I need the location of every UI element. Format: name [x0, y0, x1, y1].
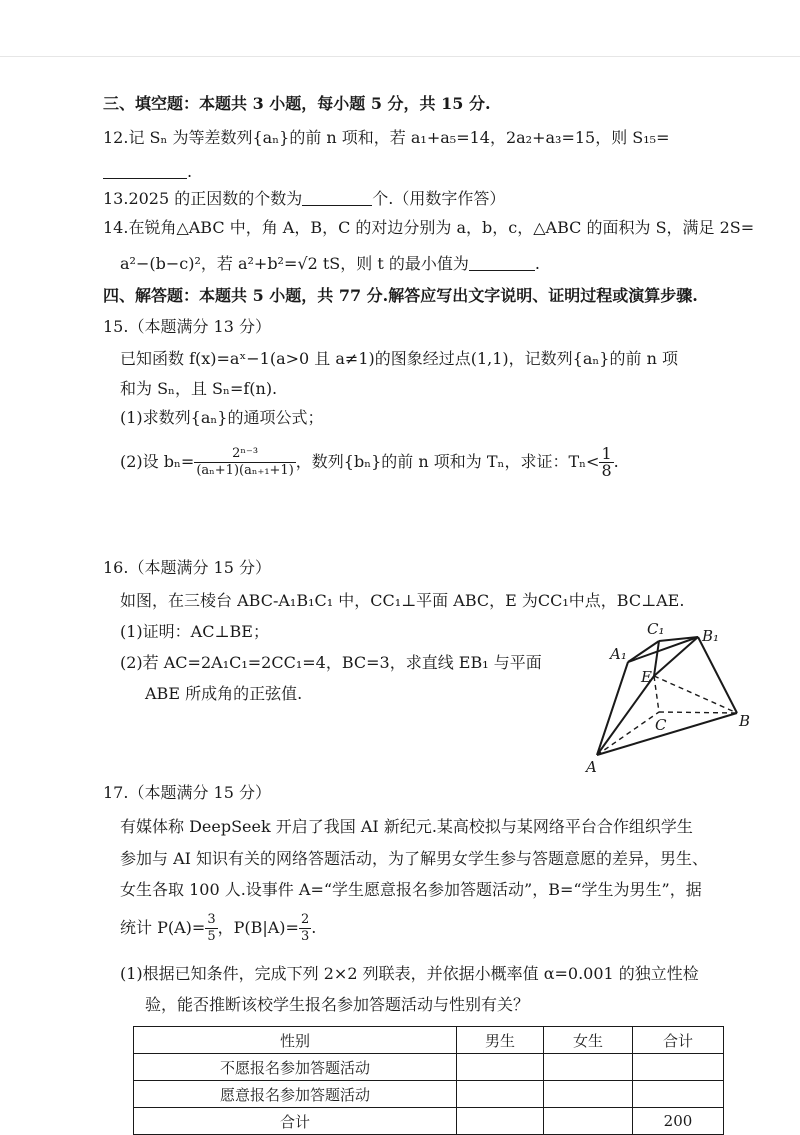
edge-EB-hidden — [654, 676, 737, 713]
table-header-cell: 性别 — [134, 1027, 457, 1054]
edge-AE — [597, 676, 654, 755]
edge-AB — [597, 713, 737, 755]
edge-EB1 — [654, 637, 698, 676]
table-cell — [544, 1054, 633, 1081]
label-A: A — [586, 758, 597, 776]
question-17-stem-1: 有媒体称 DeepSeek 开启了我国 AI 新纪元.某高校拟与某网络平台合作组织学生 — [120, 817, 693, 836]
question-15-stem: 已知函数 f(x)=aˣ−1(a>0 且 a≠1)的图象经过点(1,1)，记数列{aₙ}的前 n 项 — [120, 349, 678, 368]
contingency-table — [133, 1026, 724, 1135]
label-C: C — [655, 716, 667, 734]
p-b-given-a-fraction: $\frac{2}{3}$ — [300, 912, 310, 944]
table-cell — [457, 1108, 544, 1135]
table-header-cell: 合计 — [633, 1027, 724, 1054]
table-row — [134, 1081, 724, 1108]
section-3-heading: 三、填空题：本题共 3 小题，每小题 5 分，共 15 分. — [103, 94, 491, 113]
table-cell — [544, 1108, 633, 1135]
question-17-title: 17.（本题满分 15 分） — [103, 783, 271, 802]
edge-A1C1 — [628, 641, 659, 662]
question-15-part-1: (1)求数列{aₙ}的通项公式； — [120, 408, 324, 427]
p-a-fraction: $\frac{3}{5}$ — [207, 912, 216, 944]
question-17-part-1: (1)根据已知条件，完成下列 2×2 列联表，并依据小概率值 α=0.001 的独立性检 — [120, 964, 699, 983]
table-cell — [457, 1081, 544, 1108]
table-cell: 合计 — [134, 1108, 457, 1135]
table-cell: 不愿报名参加答题活动 — [134, 1054, 457, 1081]
edge-AC-hidden — [597, 712, 659, 755]
edge-CB-hidden — [659, 712, 737, 713]
table-cell: 愿意报名参加答题活动 — [134, 1081, 457, 1108]
label-B1: B₁ — [702, 627, 720, 645]
question-16-title: 16.（本题满分 15 分） — [103, 558, 271, 577]
question-12-answer-line: . — [103, 161, 192, 183]
table-cell — [457, 1054, 544, 1081]
table-header-cell: 女生 — [544, 1027, 633, 1054]
b-n-fraction: $\frac{\text{2ⁿ⁻³}}{\text{(aₙ+1)(aₙ₊₁+1)}}$ — [196, 446, 294, 478]
question-17-stem-3: 女生各取 100 人.设事件 A=“学生愿意报名参加答题活动”，B=“学生为男生”，据 — [120, 880, 702, 899]
edge-EC-hidden — [654, 676, 659, 712]
question-15-title: 15.（本题满分 13 分） — [103, 317, 271, 336]
question-17-stem-2: 参加与 AI 知识有关的网络答题活动，为了解男女学生参与答题意愿的差异，男生、 — [120, 849, 709, 868]
table-row — [134, 1108, 724, 1135]
question-15-part-2: (2)设 bₙ= $\frac{\text{2ⁿ⁻³}}{\text{(aₙ+1)(aₙ₊₁+1)}}$ ，数列{bₙ}的前 n 项和为 Tₙ，求证：Tₙ< $\frac{1}{8}$ . — [120, 444, 619, 480]
question-14: 14.在锐角△ABC 中，角 A，B，C 的对边分别为 a，b，c，△ABC 的面积为 S，满足 2S= — [103, 218, 755, 237]
table-row — [134, 1054, 724, 1081]
question-16-part-2b: ABE 所成角的正弦值. — [145, 684, 303, 703]
one-eighth-fraction: $\frac{1}{8}$ — [601, 444, 612, 480]
edge-B1B — [698, 637, 737, 713]
table-header-cell: 男生 — [457, 1027, 544, 1054]
table-cell: 200 — [633, 1108, 724, 1135]
table-header-row — [134, 1027, 724, 1054]
question-16-part-1: (1)证明：AC⊥BE； — [120, 622, 269, 641]
edge-C1E — [654, 641, 659, 676]
question-14-line2: a²−(b−c)²，若 a²+b²=√2 tS，则 t 的最小值为 . — [120, 254, 540, 273]
question-16-part-2: (2)若 AC=2A₁C₁=2CC₁=4，BC=3，求直线 EB₁ 与平面 — [120, 653, 542, 672]
question-17-part-1b: 验，能否推断该校学生报名参加答题活动与性别有关？ — [145, 995, 530, 1014]
table-cell — [633, 1081, 724, 1108]
question-16-stem: 如图，在三棱台 ABC-A₁B₁C₁ 中，CC₁⊥平面 ABC，E 为CC₁中点，BC⊥AE. — [120, 591, 685, 610]
label-B: B — [739, 712, 751, 730]
section-4-heading: 四、解答题：本题共 5 小题，共 77 分.解答应写出文字说明、证明过程或演算步骤. — [103, 286, 698, 305]
table-cell — [633, 1054, 724, 1081]
question-15-stem-2: 和为 Sₙ，且 Sₙ=f(n). — [120, 379, 278, 398]
label-A1: A₁ — [610, 645, 627, 663]
label-E: E — [641, 668, 652, 686]
question-17-stats: 统计 P(A)= $\frac{3}{5}$ ，P(B|A)= $\frac{2}{3}$ . — [120, 912, 317, 944]
question-13: 13.2025 的正因数的个数为 个.（用数字作答） — [103, 189, 506, 208]
label-C1: C₁ — [647, 620, 665, 638]
edge-AA1 — [597, 662, 628, 755]
table-cell — [544, 1081, 633, 1108]
question-12: 12.记 Sₙ 为等差数列{aₙ}的前 n 项和，若 a₁+a₅=14，2a₂+a₃=15，则 S₁₅= — [103, 128, 670, 147]
